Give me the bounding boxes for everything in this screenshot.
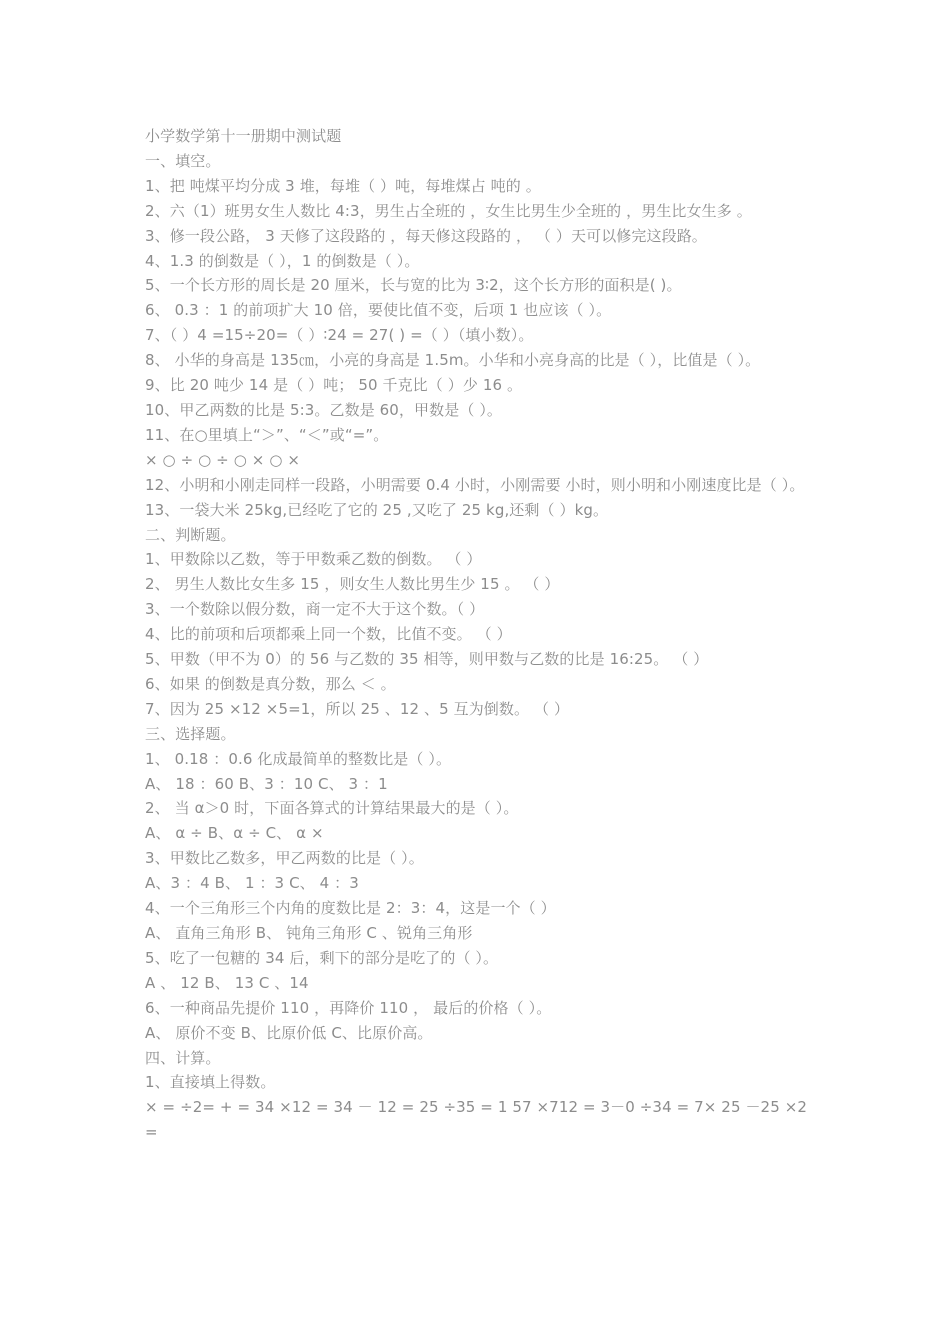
question-line: 11、在○里填上“＞”、“＜”或“=”。	[145, 425, 389, 444]
question-line: 3、甲数比乙数多，甲乙两数的比是（ ）。	[145, 849, 424, 868]
question-line: 1、直接填上得数。	[145, 1073, 276, 1092]
question-line: 7、（ ）4 =15÷20=（ ）∶24 = 27( ) =（ ）（填小数）。	[145, 326, 534, 345]
question-line: 5、吃了一包糖的 34 后，剩下的部分是吃了的（ ）。	[145, 948, 499, 967]
question-line: 6、如果 的倒数是真分数，那么 ＜ 。	[145, 674, 396, 693]
question-line: 1、甲数除以乙数，等于甲数乘乙数的倒数。 （ ）	[145, 550, 482, 569]
question-line: 6、 0.3 ：1 的前项扩大 10 倍，要使比值不变，后项 1 也应该（ ）。	[145, 301, 612, 320]
question-line: 1、 0.18 ：0.6 化成最简单的整数比是（ ）。	[145, 749, 452, 768]
options-line: A、3 ：4 B、 1 ：3 C、 4 ：3	[145, 874, 359, 893]
question-line: 13、一袋大米 25kg,已经吃了它的 25 ,又吃了 25 kg,还剩（ ）kg。	[145, 500, 609, 519]
question-line: 8、 小华的身高是 135㎝，小亮的身高是 1.5m。小华和小亮身高的比是（ ），比值是（ ）。	[145, 351, 761, 370]
question-line: 7、因为 25 ×12 ×5=1，所以 25 、12 、5 互为倒数。 （ ）	[145, 699, 570, 718]
question-line: 12、小明和小刚走同样一段路，小明需要 0.4 小时，小刚需要 小时，则小明和小刚速度比是（ ）。	[145, 475, 805, 494]
calculation-line: × = ÷2= + = 34 ×12 = 34 － 12 = 25 ÷35 = 1 57 ×712 = 3－0 ÷34 = 7× 25 －25 ×2=	[145, 1098, 808, 1142]
question-line: 2、 男生人数比女生多 15 ，则女生人数比男生少 15 。 （ ）	[145, 575, 560, 594]
options-line: A 、 12 B、 13 C 、14	[145, 973, 309, 992]
question-line: 3、一个数除以假分数，商一定不大于这个数。（ ）	[145, 600, 485, 619]
question-line: 2、六（1）班男女生人数比 4:3，男生占全班的 ，女生比男生少全班的 ，男生比女生多 。	[145, 201, 752, 220]
question-line: 4、比的前项和后项都乘上同一个数，比值不变。 （ ）	[145, 625, 512, 644]
question-line: 10、甲乙两数的比是 5:3。乙数是 60，甲数是（ ）。	[145, 400, 503, 419]
question-line: 4、一个三角形三个内角的度数比是 2：3：4，这是一个（ ）	[145, 899, 556, 918]
question-line: 6、一种商品先提价 110 ，再降价 110 ， 最后的价格（ ）。	[145, 998, 552, 1017]
section-heading-calculation: 四、计算。	[145, 1048, 221, 1067]
section-heading-multiple-choice: 三、选择题。	[145, 724, 236, 743]
comparison-line: × ○ ÷ ○ ÷ ○ × ○ ×	[145, 450, 301, 469]
question-line: 9、比 20 吨少 14 是（ ）吨； 50 千克比（ ）少 16 。	[145, 376, 523, 395]
options-line: A、 18 ：60 B、3 ：10 C、 3 ：1	[145, 774, 388, 793]
section-heading-fill-in: 一、填空。	[145, 151, 221, 170]
options-line: A、 直角三角形 B、 钝角三角形 C 、锐角三角形	[145, 924, 473, 942]
question-line: 3、修一段公路， 3 天修了这段路的 ，每天修这段路的 ， （ ）天可以修完这段路。	[145, 226, 707, 245]
document-title: 小学数学第十一册期中测试题	[145, 127, 342, 145]
question-line: 4、1.3 的倒数是（ ），1 的倒数是（ ）。	[145, 251, 420, 270]
question-line: 5、甲数（甲不为 0）的 56 与乙数的 35 相等，则甲数与乙数的比是 16:25。 （ ）	[145, 650, 709, 669]
section-heading-true-false: 二、判断题。	[145, 525, 236, 544]
question-line: 2、 当 α＞0 时，下面各算式的计算结果最大的是（ ）。	[145, 799, 519, 818]
options-line: A、 α ÷ B、α ÷ C、 α ×	[145, 824, 324, 843]
document-body	[145, 124, 815, 1145]
question-line: 1、把 吨煤平均分成 3 堆，每堆（ ）吨，每堆煤占 吨的 。	[145, 176, 541, 195]
question-line: 5、一个长方形的周长是 20 厘米，长与宽的比为 3∶2，这个长方形的面积是( )。	[145, 276, 682, 295]
options-line: A、 原价不变 B、比原价低 C、比原价高。	[145, 1023, 433, 1042]
